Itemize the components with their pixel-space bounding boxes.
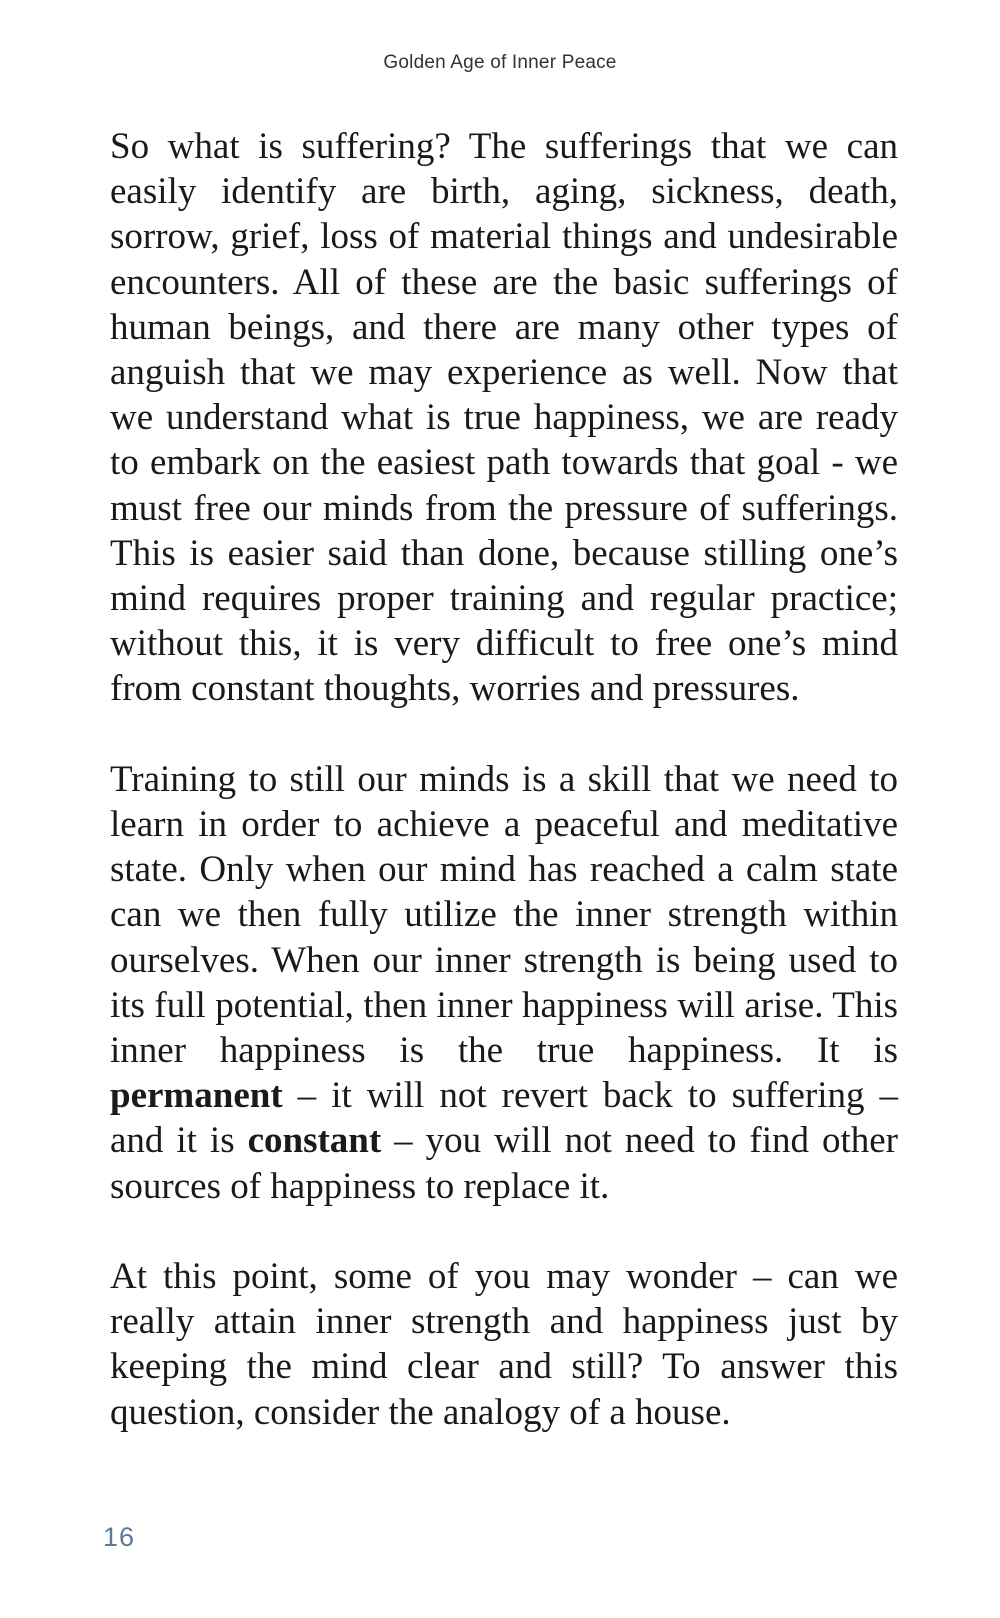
running-header: Golden Age of Inner Peace	[383, 52, 617, 73]
paragraph-3: At this point, some of you may wonder – can we really attain inner strength and happiness just by keeping the mind clear and still? To answer this question, consider the analogy of a house.	[110, 1256, 898, 1433]
paragraph-2	[110, 757, 898, 1209]
paragraph-1: So what is suffering? The sufferings that we can easily identify are birth, aging, sickness, death, sorrow, grief, loss of material things and undesirable encounters. All of these are the basic sufferings of human beings, and there are many other types of anguish that we may experience as well. Now that we understand what is true happiness, we are ready to embark on the easiest path towards that goal - we must free our minds from the pressure of sufferings. This is easier said than done, because stilling one’s mind requires proper training and regular practice; without this, it is very difficult to free one’s mind from constant thoughts, worries and pressures.	[110, 126, 898, 710]
paragraph-2-part-2: – it will not revert back to suffering – and it is	[110, 1075, 898, 1162]
emphasis-constant: constant	[247, 1120, 382, 1162]
paragraph-2-part-3: – you will not need to find other sources of happiness to replace it.	[110, 1120, 898, 1207]
body-text	[110, 124, 898, 1435]
paragraph-2-part-1: Training to still our minds is a skill that we need to learn in order to achieve a peaceful and meditative state. Only when our mind has reached a calm state can we then fully utilize the inner strength within ourselves. When our inner strength is being used to its full potential, then inner happiness will arise. This inner happiness is the true happiness. It is	[110, 758, 898, 1072]
page-number: 16	[103, 1522, 136, 1552]
emphasis-permanent: permanent	[110, 1075, 283, 1117]
